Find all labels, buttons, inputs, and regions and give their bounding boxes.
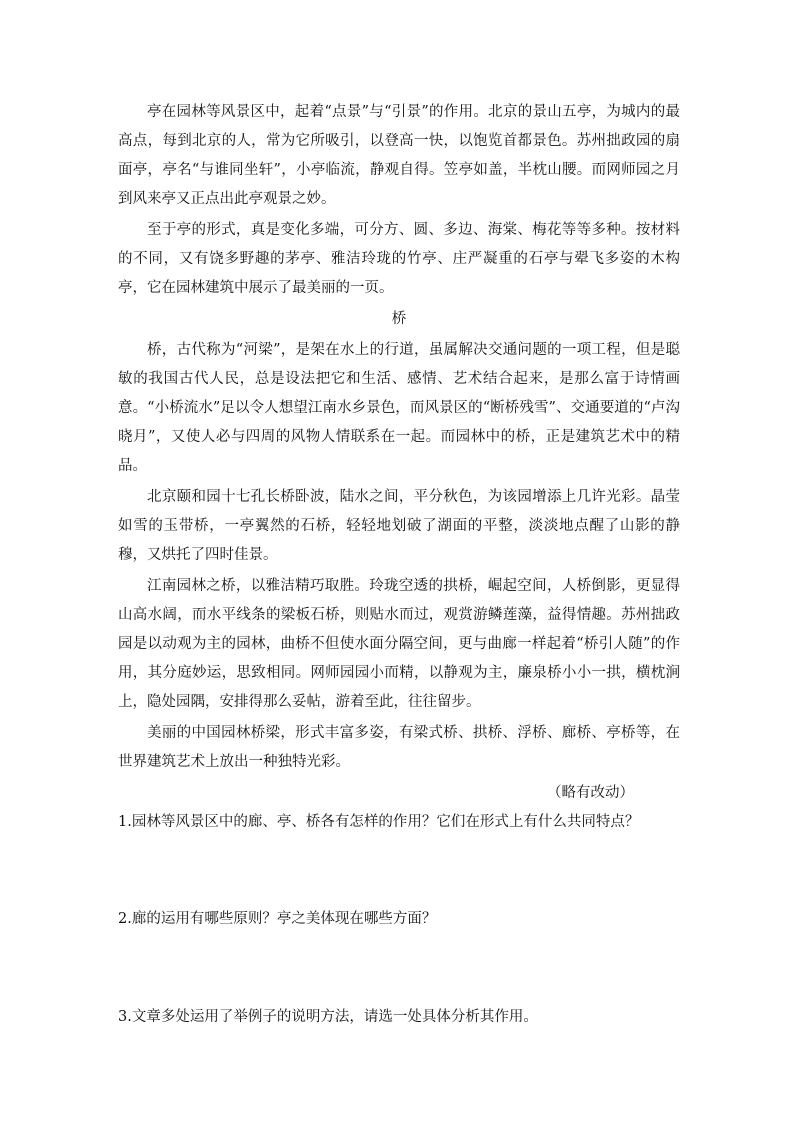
question-3: 3.文章多处运用了举例子的说明方法，请选一处具体分析其作用。 (118, 1009, 538, 1025)
section-heading: 桥 (391, 311, 407, 327)
document-page (118, 98, 680, 1032)
article-paragraph: 桥，古代称为“河梁”，是架在水上的行道，虽属解决交通问题的一项工程，但是聪敏的我国古代人民，总是设法把它和生活、感情、艺术结合起来，是那么富于诗情画意。“小桥流水”足以令人想望江南水乡景色，而风景区的“断桥残雪”、交通要道的“卢沟晓月”，又使人必与四周的风物人情联系在一起。而园林中的桥，正是建筑艺术中的精品。 (118, 342, 680, 474)
article-paragraph: 江南园林之桥，以雅洁精巧取胜。玲珑空透的拱桥，崛起空间，人桥倒影，更显得山高水阔，而水平线条的梁板石桥，则贴水而过，观赏游鳞莲藻，益得情趣。苏州拙政园是以动观为主的园林，曲桥不但使水面分隔空间，更与曲廊一样起着“桥引人随”的作用，其分庭妙运，思致相同。网师园园小而精，以静观为主，廉泉桥小小一拱，横枕涧上，隐处园隅，安排得那么妥帖，游着至此，往往留步。 (118, 578, 680, 710)
question-2: 2.廊的运用有哪些原则？亭之美体现在哪些方面？ (118, 911, 437, 927)
article-paragraph: 亭在园林等风景区中，起着“点景”与“引景”的作用。北京的景山五亭，为城内的最高点，每到北京的人，常为它所吸引，以登高一快，以饱览首都景色。苏州拙政园的扇面亭，亭名“与谁同坐轩”，小亭临流，静观自得。笠亭如盖，半枕山腰。而网师园之月到风来亭又正点出此亭观景之妙。 (118, 104, 680, 207)
article-paragraph: 北京颐和园十七孔长桥卧波，陆水之间，平分秋色，为该园增添上几许光彩。晶莹如雪的玉带桥，一亭翼然的石桥，轻轻地划破了湖面的平整，淡淡地点醒了山影的静穆，又烘托了四时佳景。 (118, 489, 680, 563)
article-paragraph: 至于亭的形式，真是变化多端，可分方、圆、多边、海棠、梅花等等多种。按材料的不同，又有饶多野趣的茅亭、雅洁玲珑的竹亭、庄严凝重的石亭与翚飞多姿的木构亭，它在园林建筑中展示了最美丽的一页。 (118, 222, 680, 296)
question-1: 1.园林等风景区中的廊、亭、桥各有怎样的作用？它们在形式上有什么共同特点？ (118, 814, 640, 830)
article-paragraph: 美丽的中国园林桥梁，形式丰富多姿，有梁式桥、拱桥、浮桥、廊桥、亭桥等，在世界建筑艺术上放出一种独特光彩。 (118, 725, 680, 770)
source-note: （略有改动） (547, 785, 634, 801)
